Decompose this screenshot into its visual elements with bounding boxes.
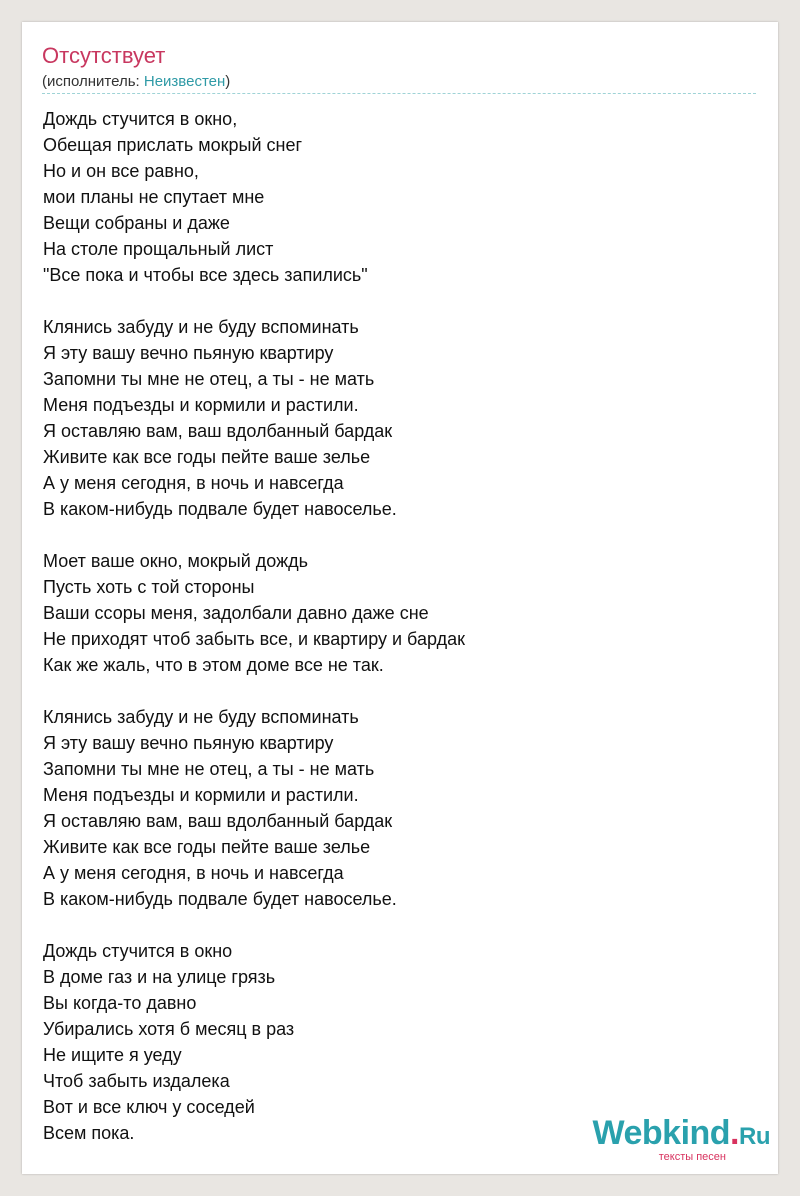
artist-line xyxy=(42,72,230,92)
lyrics-line: Запомни ты мне не отец, а ты - не мать xyxy=(43,759,375,779)
lyrics-line: В каком-нибудь подвале будет навоселье. xyxy=(43,499,397,519)
lyrics-line: Живите как все годы пейте ваше зелье xyxy=(43,447,371,467)
logo-tld: Ru xyxy=(739,1123,770,1150)
logo-subtitle: тексты песен xyxy=(658,1151,726,1163)
lyrics-line: Запомни ты мне не отец, а ты - не мать xyxy=(43,369,375,389)
lyrics-line: Я оставляю вам, ваш вдолбанный бардак xyxy=(43,811,393,831)
lyrics-line: А у меня сегодня, в ночь и навсегда xyxy=(43,473,344,493)
lyrics-line: Не ищите я уеду xyxy=(43,1045,182,1065)
lyrics-line: Как же жаль, что в этом доме все не так. xyxy=(43,655,384,675)
dashed-divider xyxy=(42,93,756,94)
lyrics-body xyxy=(43,106,465,1172)
logo-dot: . xyxy=(730,1114,739,1152)
lyrics-line: В доме газ и на улице грязь xyxy=(43,967,276,987)
lyrics-line: Я оставляю вам, ваш вдолбанный бардак xyxy=(43,421,393,441)
lyrics-line: "Все пока и чтобы все здесь запились" xyxy=(43,265,368,285)
lyrics-line: Пусть хоть с той стороны xyxy=(43,577,255,597)
lyrics-line: Меня подъезды и кормили и растили. xyxy=(43,395,359,415)
lyrics-line: Убирались хотя б месяц в раз xyxy=(43,1019,295,1039)
lyrics-line: Вещи собраны и даже xyxy=(43,213,230,233)
lyrics-line: Клянись забуду и не буду вспоминать xyxy=(43,317,359,337)
lyrics-line: Моет ваше окно, мокрый дождь xyxy=(43,551,309,571)
lyrics-line: Ваши ссоры меня, задолбали давно даже сне xyxy=(43,603,429,623)
lyrics-stanza xyxy=(43,314,465,522)
logo-main-text: Webkind xyxy=(592,1114,731,1152)
site-logo[interactable] xyxy=(593,1116,771,1162)
artist-link[interactable]: Неизвестен xyxy=(143,73,226,90)
lyrics-line: Всем пока. xyxy=(43,1123,135,1143)
lyrics-line: Я эту вашу вечно пьяную квартиру xyxy=(43,733,334,753)
lyrics-stanza xyxy=(43,938,465,1146)
lyrics-stanza xyxy=(43,704,465,912)
lyrics-line: На столе прощальный лист xyxy=(43,239,274,259)
lyrics-line: В каком-нибудь подвале будет навоселье. xyxy=(43,889,397,909)
lyrics-stanza xyxy=(43,548,465,678)
lyrics-line: Дождь стучится в окно xyxy=(43,941,233,961)
lyrics-line: Вы когда-то давно xyxy=(43,993,197,1013)
lyrics-line: Клянись забуду и не буду вспоминать xyxy=(43,707,359,727)
song-title: Отсутствует xyxy=(42,43,166,68)
lyrics-page xyxy=(22,22,778,1174)
lyrics-line: Дождь стучится в окно, xyxy=(43,109,238,129)
artist-prefix: (исполнитель: xyxy=(42,73,144,90)
lyrics-line: мои планы не спутает мне xyxy=(43,187,265,207)
logo-wordmark xyxy=(593,1116,771,1154)
lyrics-line: Не приходят чтоб забыть все, и квартиру и бардак xyxy=(43,629,465,649)
lyrics-line: Но и он все равно, xyxy=(43,161,199,181)
artist-suffix: ) xyxy=(225,73,231,90)
lyrics-stanza xyxy=(43,106,465,288)
lyrics-line: А у меня сегодня, в ночь и навсегда xyxy=(43,863,344,883)
lyrics-line: Вот и все ключ у соседей xyxy=(43,1097,255,1117)
lyrics-line: Меня подъезды и кормили и растили. xyxy=(43,785,359,805)
lyrics-line: Я эту вашу вечно пьяную квартиру xyxy=(43,343,334,363)
lyrics-line: Чтоб забыть издалека xyxy=(43,1071,230,1091)
lyrics-line: Обещая прислать мокрый снег xyxy=(43,135,303,155)
lyrics-line: Живите как все годы пейте ваше зелье xyxy=(43,837,371,857)
